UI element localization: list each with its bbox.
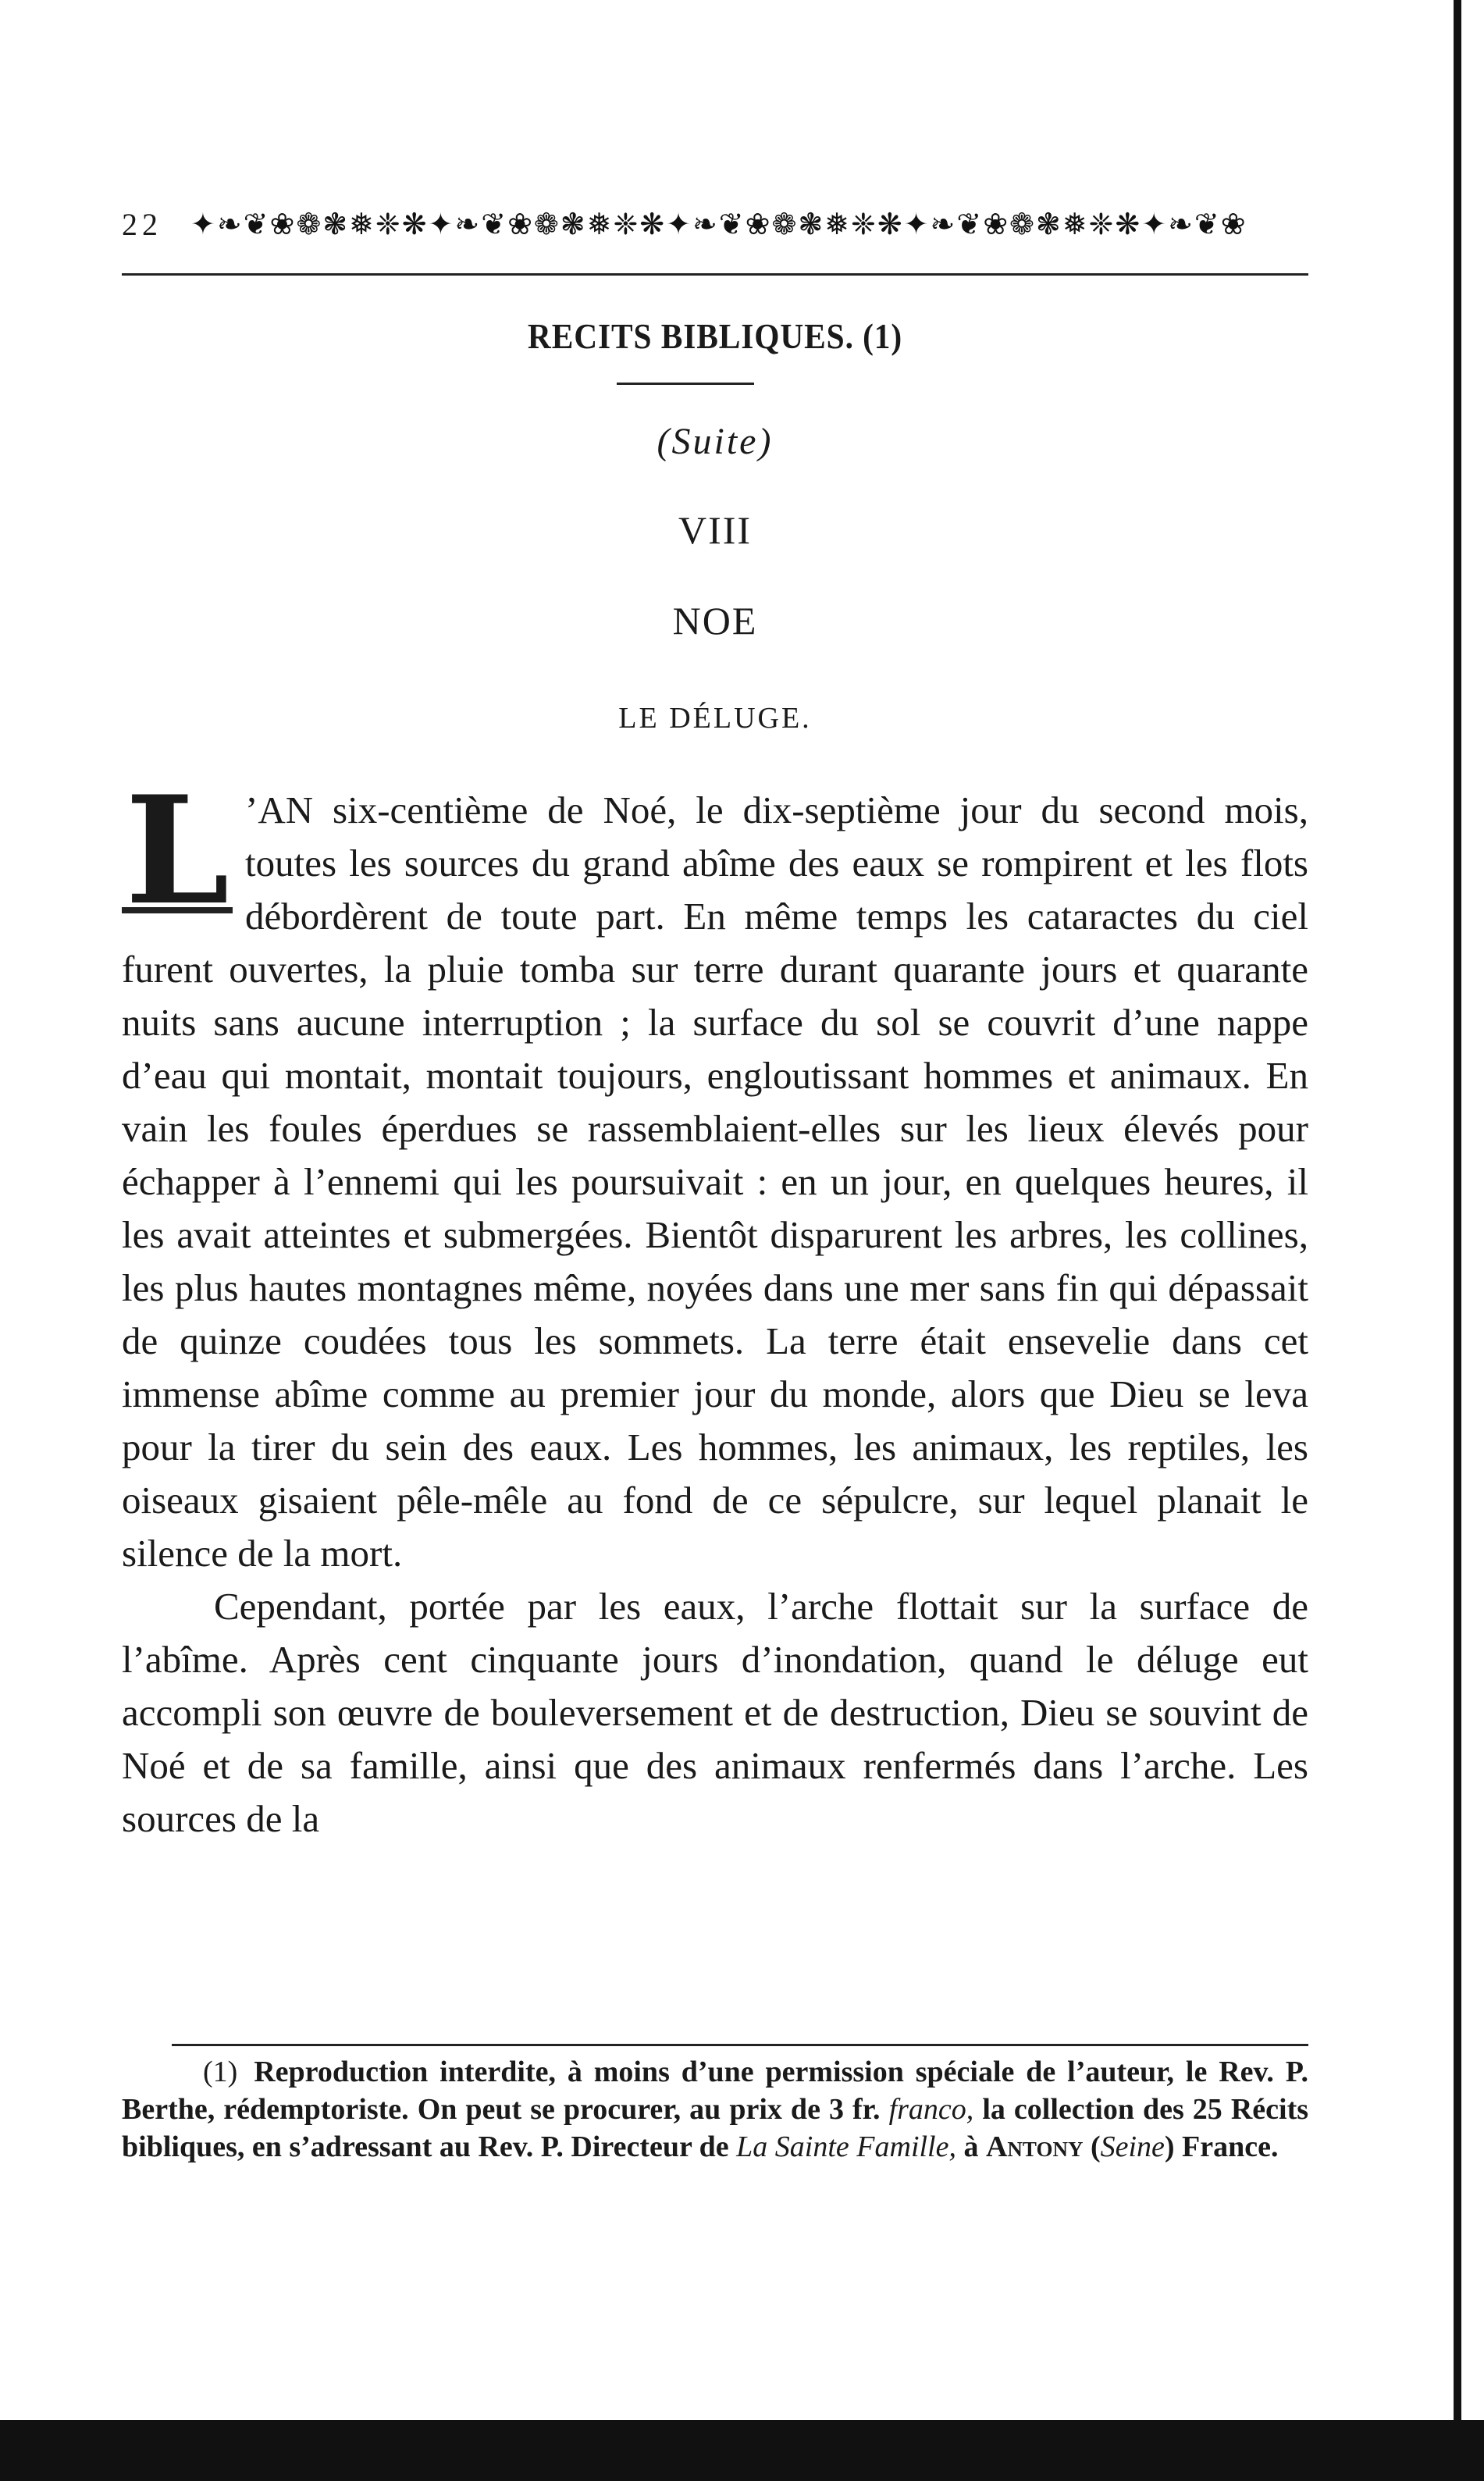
footnote-text-3: à (963, 2130, 979, 2163)
article-title: RECITS BIBLIQUES. (1) (527, 316, 903, 356)
article-body (122, 764, 1308, 1846)
scan-edge-right (1454, 0, 1461, 2481)
footnote-region: Seine (1100, 2130, 1165, 2163)
footnote-rule (172, 2044, 1308, 2046)
paragraph-1-text: ’AN six-centième de Noé, le dix-septième jour du second mois, toutes les sources du grand abîme des eaux se rompirent et les flots débordèrent de toute part. En même temps les cataractes du ciel furent ouvertes, la pluie tomba sur terre durant quarante jours et quarante nuits sans aucune interruption ; la surface du sol se couvrit d’une nappe d’eau qui montait, montait toujours, engloutissant hommes et animaux. En vain les foules éperdues se rassemblaient-elles sur les lieux élevés pour échapper à l’ennemi qui les poursuivait : en un jour, en quelques heures, il les avait atteintes et submergées. Bientôt disparurent les arbres, les collines, les plus hautes montagnes même, noyées dans une mer sans fin qui dépassait de quinze coudées tous les sommets. La terre était ensevelie dans cet immense abîme comme au premier jour du monde, alors que Dieu se leva pour la tirer du sein des eaux. Les hommes, les animaux, les reptiles, les oiseaux gisaient pêle-mêle au fond de ce sépulcre, sur lequel planait le silence de la mort. (122, 788, 1308, 1575)
article-subtitle: (Suite) (657, 421, 774, 462)
chapter-subheading: LE DÉLUGE. (618, 702, 812, 735)
footnote-franco: franco, (888, 2093, 974, 2126)
footnote-text-1: Reproduction interdite, à moins d’une permission spéciale de l’auteur, le Rev. P. Berthe, rédemptoriste. On peut se procurer, au prix de 3 fr. (122, 2056, 1309, 2126)
footnote-place: Antony (985, 2130, 1084, 2163)
page-number: 22 (122, 206, 162, 242)
paragraph-2: Cependant, portée par les eaux, l’arche flottait sur la surface de l’abîme. Après cent cinquante jours d’inondation, quand le déluge eut accompli son œuvre de bouleversement et de destruction, Dieu se souvint de Noé et de sa famille, ainsi que des animaux renfermés dans l’arche. Les sources de la (122, 1585, 1308, 1840)
scan-edge-bottom (0, 2420, 1484, 2481)
running-header (122, 197, 1324, 251)
footnote-text-5: ) France. (1164, 2130, 1279, 2163)
paragraph-1 (122, 764, 1308, 1580)
footnote-text-4: ( (1090, 2130, 1101, 2163)
footnote (122, 2053, 1308, 2166)
footnote-text-2: la collection des 25 Récits bibliques, en s’adressant au Rev. P. Directeur de (122, 2093, 1309, 2163)
title-rule (617, 383, 754, 385)
header-rule (122, 273, 1308, 276)
drop-cap: L (122, 788, 233, 913)
footnote-mark: (1) (203, 2056, 238, 2088)
header-ornament: ✦❧❦❀❁❃❅❈❋✦❧❦❀❁❃❅❈❋✦❧❦❀❁❃❅❈❋✦❧❦❀❁❃❅❈❋✦❧❦❀ (190, 208, 1247, 240)
footnote-magazine: La Sainte Famille, (736, 2130, 956, 2163)
chapter-heading: NOE (672, 599, 758, 642)
chapter-number: VIII (678, 508, 753, 552)
